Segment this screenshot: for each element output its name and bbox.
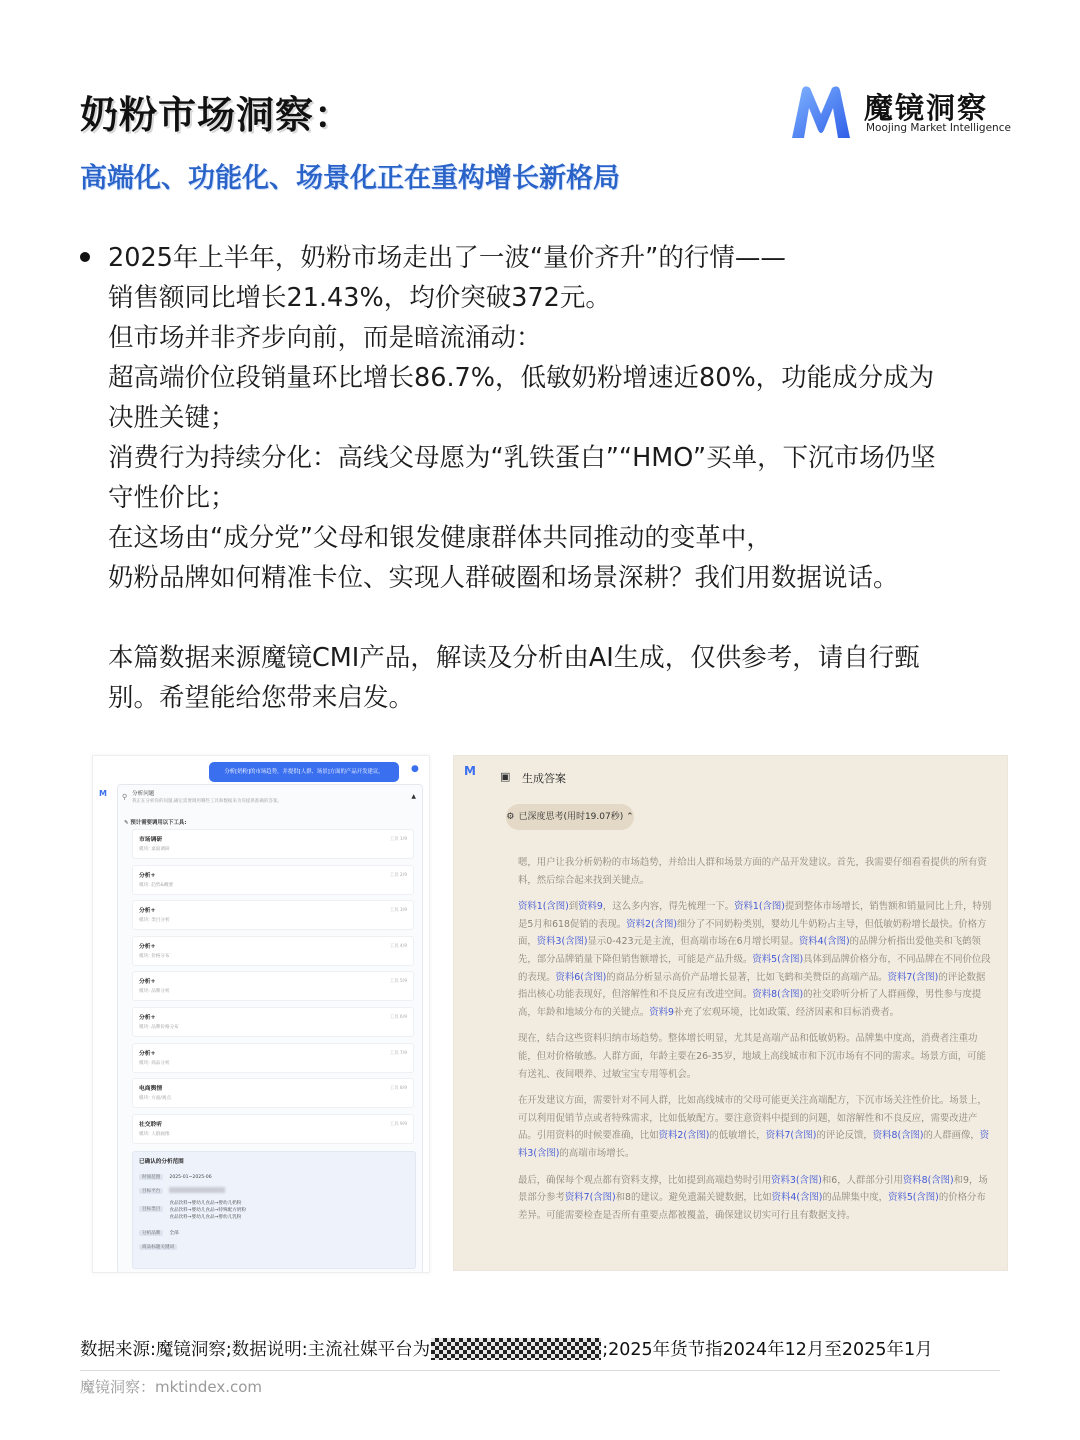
step-module: 模块: 方面/观点 — [139, 1096, 172, 1102]
reference-link[interactable]: 资料7(含图) — [564, 1192, 616, 1204]
scope-title: 已确认的分析范围 — [139, 1159, 184, 1165]
reference-link[interactable]: 资料1(含图) — [734, 901, 785, 913]
step-module: 模块: 类目分析 — [139, 918, 170, 924]
reasoning-text-span: 的评论反馈， — [816, 1130, 873, 1142]
reasoning-text-span: 显示0-423元是主流，但高端市场在6月增长明显。 — [587, 936, 799, 948]
step-number: 工具 1/9 — [389, 837, 407, 842]
scope-key: 时间范围 — [139, 1174, 163, 1180]
reasoning-text-span: 的价格分布差异。可能需要检查是否所有重要点都被覆盖，确保建议切实可行且有数据支持。 — [518, 1192, 986, 1221]
step-module: 模块: 趋势&概要 — [139, 882, 174, 888]
intro-line: 2025年上半年，奶粉市场走出了一波“量价齐升”的行情—— — [108, 243, 786, 273]
chat-bubble-icon: ▣ — [500, 770, 511, 783]
reference-link[interactable]: 资料9 — [649, 1006, 674, 1018]
reasoning-text-span: 的高端市场增长。 — [559, 1147, 635, 1159]
reasoning-paragraph — [518, 1172, 992, 1225]
footer-divider — [80, 1370, 1000, 1371]
search-icon: ⚲ — [122, 793, 128, 801]
reasoning-text-span: 嗯，用户让我分析奶粉的市场趋势，并给出人群和场景方面的产品开发建议。首先，我需要仔细看看提供的所有资料，然后综合起来找到关键点。 — [518, 857, 987, 886]
reasoning-text-span: 细分了不同奶粉类别，婴幼儿牛奶粉占主导，但低敏奶粉增长最快。价格方面， — [518, 918, 987, 948]
step-number: 工具 4/9 — [389, 943, 407, 949]
intro-text — [108, 238, 1038, 718]
data-source-note — [80, 1336, 933, 1361]
brand-name-en: Moojing Market Intelligence — [866, 122, 1011, 134]
reasoning-text-span: 和8的建议。避免遗漏关键数据，比如 — [615, 1192, 772, 1204]
assistant-logo-icon: M — [99, 789, 107, 798]
reasoning-text-span: 的人群画像， — [923, 1130, 980, 1142]
reasoning-paragraph — [518, 898, 992, 1021]
reference-link[interactable]: 资料4(含图) — [771, 1192, 823, 1204]
step-module: 模块: 桌面调研 — [139, 847, 170, 852]
scope-category-value: 食品饮料→婴幼儿食品→特殊配方奶粉 — [169, 1208, 246, 1213]
step-name: 分析+ — [139, 1050, 156, 1057]
panel-subtitle: 我正在分析你的问题,确定需要调用哪些工具和数据来为你提供准确的答案。 — [132, 799, 282, 804]
tool-step — [132, 1078, 414, 1108]
step-name: 电商舆情 — [139, 1086, 163, 1093]
page-title: 奶粉市场洞察： — [80, 93, 354, 137]
redacted-platform-mosaic — [431, 1338, 601, 1360]
reference-link[interactable]: 资料3(含图) — [536, 936, 588, 948]
tool-step — [132, 936, 414, 966]
scope-category-values — [169, 1200, 246, 1221]
source-suffix: ;2025年货节指2024年12月至2025年1月 — [602, 1340, 933, 1360]
step-number: 工具 3/9 — [389, 908, 407, 914]
user-question-bubble: 分析[奶粉]的市场趋势，并提供[人群、场景]方面的产品开发建议。 — [209, 762, 399, 782]
tool-step — [132, 865, 414, 895]
scope-category-row — [139, 1200, 246, 1221]
step-module: 模块: 人群画像 — [139, 1131, 170, 1137]
step-number: 工具 7/9 — [389, 1050, 407, 1056]
intro-line: 守性价比； — [108, 483, 236, 513]
reasoning-text-span: 的评论数据指出核心功能表现好，但溶解性和不良反应有改进空间。 — [518, 971, 986, 1001]
reasoning-paragraph — [518, 854, 992, 889]
plan-title — [124, 818, 186, 826]
step-name: 社交聆听 — [139, 1121, 163, 1128]
reasoning-text-span: 的社交聆听分析了人群画像，男性参与度提高，年龄和地域分布的关键点。 — [518, 989, 982, 1018]
plan-title-text: 预计需要调用以下工具: — [130, 820, 187, 826]
reference-link[interactable]: 资料8(含图) — [902, 1174, 954, 1186]
scope-brand-value: 全部 — [169, 1231, 179, 1236]
analysis-scope-box — [132, 1151, 416, 1269]
step-name: 分析+ — [139, 1014, 156, 1021]
analysis-panel — [117, 784, 423, 1273]
reference-link[interactable]: 资料9 — [578, 901, 603, 913]
step-number: 工具 6/9 — [389, 1014, 407, 1020]
panel-header[interactable] — [118, 785, 422, 809]
reasoning-text — [518, 854, 992, 1233]
reasoning-text-span: 的品牌集中度， — [822, 1192, 889, 1204]
step-name: 分析+ — [139, 872, 156, 879]
generated-answer-screenshot — [453, 755, 1008, 1271]
redacted-value — [169, 1187, 225, 1193]
step-module: 模块: 商品分析 — [139, 1060, 170, 1066]
reasoning-text-span: 具体到品牌价格分布，不同品牌在不同价位段的表现。 — [518, 953, 991, 983]
user-avatar-icon: ● — [411, 764, 419, 774]
intro-line: 但市场并非齐步向前，而是暗流涌动： — [108, 323, 542, 353]
tool-step — [132, 971, 414, 1001]
scope-time-row — [139, 1174, 212, 1180]
reference-link[interactable]: 资料5(含图) — [752, 953, 804, 965]
reasoning-paragraph — [518, 1092, 992, 1162]
tool-step — [132, 1043, 414, 1073]
panel-title: 分析问题 — [132, 791, 155, 797]
reference-link[interactable]: 资料3(含图) — [771, 1174, 822, 1186]
reasoning-text-span: 到 — [568, 901, 579, 913]
scope-keyword-row — [139, 1244, 183, 1250]
footer-site: 魔镜洞察：mktindex.com — [80, 1378, 263, 1396]
scope-key: 分析品牌 — [139, 1230, 163, 1236]
scope-key: 目标平台 — [139, 1188, 163, 1194]
reference-link[interactable]: 资料6(含图) — [555, 971, 607, 983]
reference-link[interactable]: 资料2(含图) — [626, 918, 678, 930]
reference-link[interactable]: 资料1(含图) — [518, 901, 569, 913]
page-subtitle: 高端化、功能化、场景化正在重构增长新格局 — [80, 163, 620, 194]
intro-line: 决胜关键； — [108, 403, 236, 433]
assistant-logo-icon: M — [464, 764, 476, 778]
note-line: 本篇数据来源魔镜CMI产品，解读及分析由AI生成，仅供参考，请自行甄 — [108, 643, 920, 673]
reference-link[interactable]: 资料7(含图) — [765, 1130, 817, 1142]
tool-step — [132, 829, 414, 859]
reasoning-text-span: 最后，确保每个观点都有资料支撑，比如提到高端趋势时引用 — [518, 1174, 772, 1186]
step-number: 工具 8/9 — [389, 1086, 407, 1092]
chevron-up-icon: ⌃ — [623, 812, 634, 822]
reasoning-text-span: 和9，场景部分参考 — [518, 1174, 988, 1204]
reasoning-text-span: 和6，人群部分引用 — [821, 1174, 903, 1186]
collapse-caret-icon[interactable]: ▲ — [411, 793, 416, 800]
analysis-plan-screenshot — [92, 755, 430, 1273]
scope-key: 商品标题关键词 — [139, 1244, 177, 1250]
step-module: 模块: 品牌价格分布 — [139, 1024, 179, 1030]
scope-category-value: 食品饮料→婴幼儿食品→婴幼儿奶粉 — [169, 1201, 242, 1206]
intro-line: 消费行为持续分化：高线父母愿为“乳铁蛋白”“HMO”买单，下沉市场仍坚 — [108, 443, 936, 473]
scope-brand-row — [139, 1230, 179, 1236]
answer-header: 生成答案 — [522, 772, 566, 785]
intro-line: 超高端价位段销量环比增长86.7%，低敏奶粉增速近80%，功能成分成为 — [108, 363, 935, 393]
scope-category-value: 食品饮料→婴幼儿食品→婴幼儿乳粉 — [169, 1215, 242, 1220]
source-prefix: 数据来源:魔镜洞察;数据说明:主流社媒平台为 — [80, 1340, 431, 1360]
reasoning-text-span: 提到整体市场增长，销售额和销量同比上升，特别是5月和618促销的表现。 — [518, 901, 992, 930]
reasoning-text-span: 在开发建议方面，需要针对不同人群，比如高线城市的父母可能更关注高端配方，下沉市场关注性价比。场景上，可以利用促销节点或者特殊需求，比如低敏配方。要注意资料中提到的问题，如溶解性和不良反应，需要改进产品。引用资料的时候要准确，比如 — [518, 1095, 987, 1142]
step-name: 市场调研 — [139, 837, 163, 843]
intro-line: 奶粉品牌如何精准卡位、实现人群破圈和场景深耕？我们用数据说话。 — [108, 563, 899, 593]
reasoning-paragraph — [518, 1030, 992, 1083]
reasoning-text-span: 现在，结合这些资料归纳市场趋势。整体增长明显，尤其是高端产品和低敏奶粉。品牌集中度高，消费者注重功能，但对价格敏感。人群方面，年龄主要在26-35岁，地域上高线城市和下沉市场有不同的需求。场景方面，可能有送礼、夜间喂养、过敏宝宝专用等机会。 — [518, 1033, 986, 1080]
thinking-toggle[interactable] — [506, 804, 634, 830]
reasoning-text-span: ，这么多内容，得先梳理一下。 — [602, 901, 735, 913]
tool-step — [132, 900, 414, 930]
moojing-m-logo-icon — [788, 84, 854, 140]
scope-key: 目标类目 — [139, 1206, 163, 1212]
reference-link[interactable]: 资料3(含图) — [518, 1130, 990, 1159]
reasoning-text-span: 的品牌分析指出爱他美和飞鹤领先，部分品牌销量下降但销售额增长，可能是产品升级。 — [518, 936, 981, 965]
intro-line: 销售额同比增长21.43%，均价突破372元。 — [108, 283, 611, 313]
tool-step — [132, 1007, 414, 1037]
bullet-dot — [80, 252, 90, 262]
tool-step — [132, 1114, 414, 1144]
intro-line: 在这场由“成分党”父母和银发健康群体共同推动的变革中， — [108, 523, 772, 553]
reference-link[interactable]: 资料8(含图) — [752, 989, 804, 1001]
paragraph-gap — [108, 598, 1038, 638]
tool-step-list — [132, 829, 414, 1149]
reasoning-text-span: 的低敏增长， — [709, 1130, 766, 1142]
pencil-icon: ✎ — [124, 820, 131, 826]
note-line: 别。希望能给您带来启发。 — [108, 683, 415, 713]
step-number: 工具 5/9 — [389, 979, 407, 985]
step-number: 工具 9/9 — [389, 1121, 407, 1127]
step-module: 模块: 价格分布 — [139, 953, 170, 959]
scope-platform-row — [139, 1187, 225, 1194]
scope-time-value: 2025-01~2025-06 — [169, 1175, 212, 1180]
reasoning-text-span: 的商品分析显示高价产品增长显著，比如飞鹤和美赞臣的高端产品。 — [606, 971, 888, 983]
step-name: 分析+ — [139, 908, 156, 915]
reference-link[interactable]: 资料8(含图) — [872, 1130, 924, 1142]
reference-link[interactable]: 资料4(含图) — [798, 936, 850, 948]
step-name: 分析+ — [139, 979, 156, 986]
brand-logo — [788, 84, 1011, 140]
thinking-label: 已深度思考(用时19.07秒) — [518, 812, 624, 822]
step-name: 分析+ — [139, 943, 156, 950]
reference-link[interactable]: 资料2(含图) — [658, 1130, 710, 1142]
gear-icon: ⚙ — [506, 812, 515, 822]
brand-name-cn: 魔镜洞察 — [864, 91, 989, 125]
reference-link[interactable]: 资料5(含图) — [888, 1192, 939, 1204]
reasoning-text-span: 补充了宏观环境，比如政策、经济因素和目标消费者。 — [673, 1006, 899, 1018]
step-module: 模块: 品牌分析 — [139, 989, 170, 995]
reference-link[interactable]: 资料7(含图) — [887, 971, 939, 983]
step-number: 工具 2/9 — [389, 872, 407, 878]
